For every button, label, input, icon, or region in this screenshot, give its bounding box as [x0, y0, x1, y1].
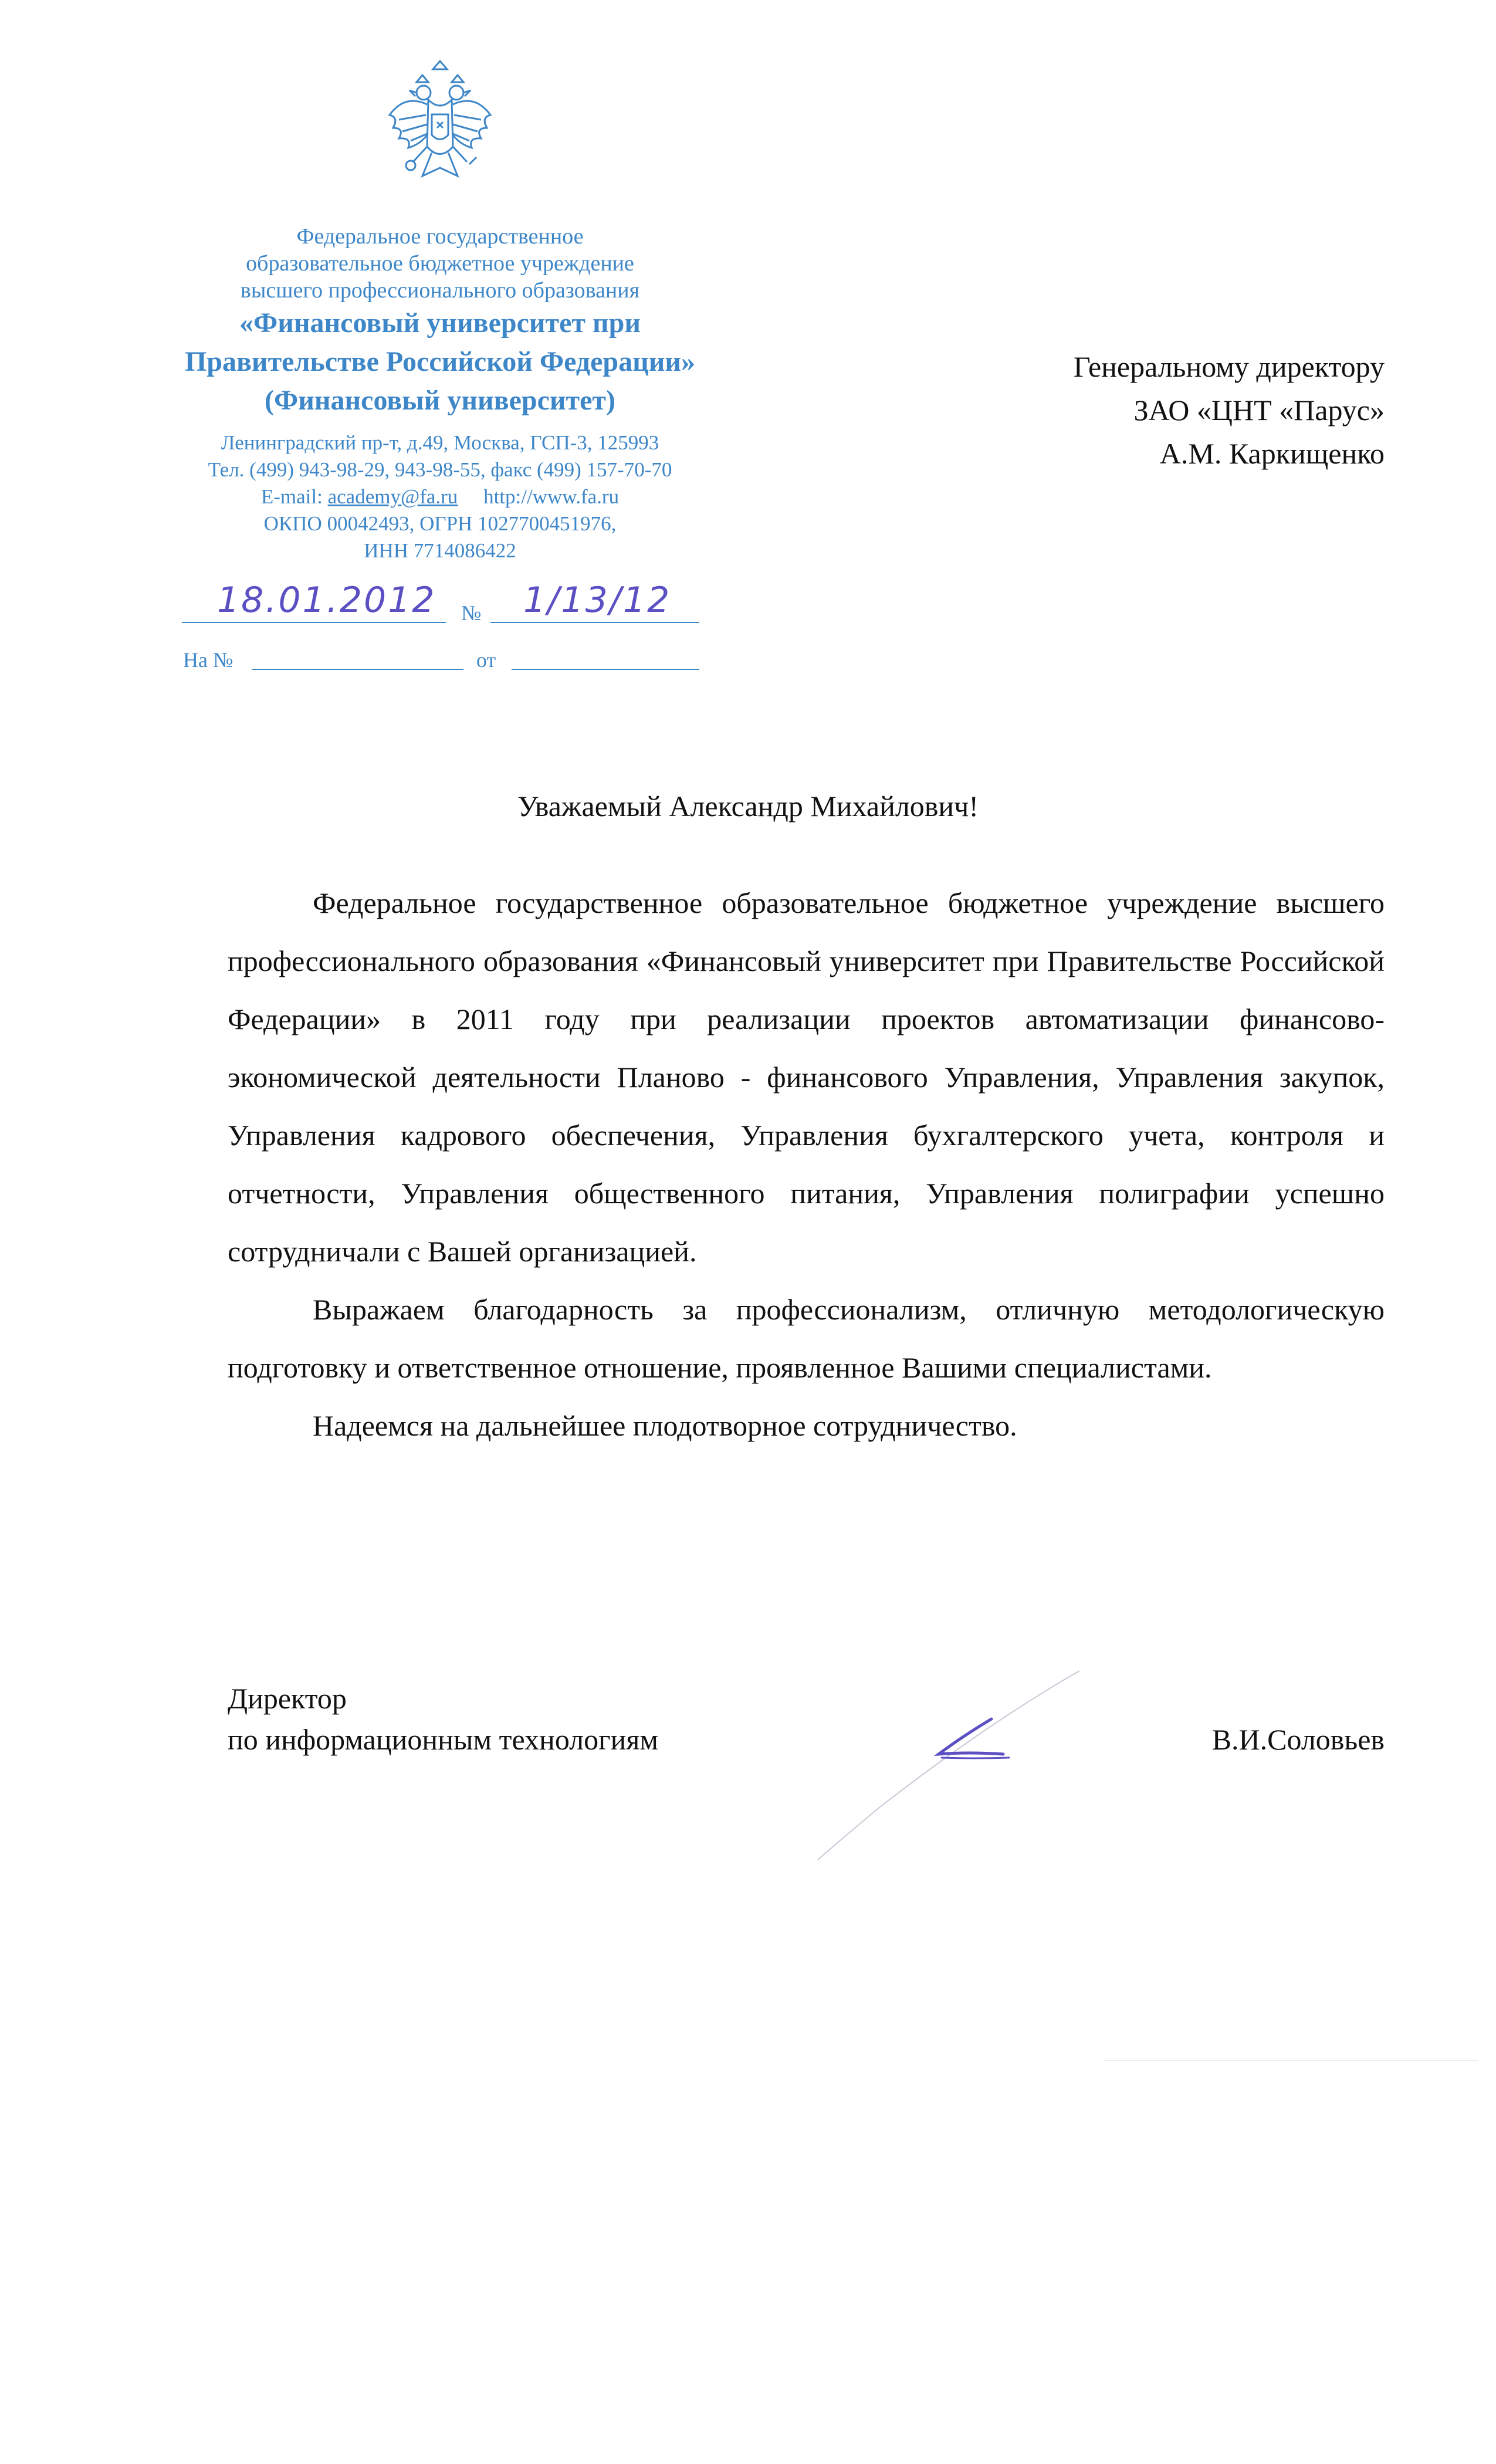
- addressee-company: ЗАО «ЦНТ «Парус»: [1133, 394, 1385, 427]
- org-line: образовательное бюджетное учреждение: [246, 251, 634, 276]
- signatory-title-line: по информационным технологиям: [228, 1723, 659, 1756]
- letterhead: [129, 59, 751, 564]
- handwritten-date: 18.01.2012: [217, 580, 436, 621]
- email-link[interactable]: academy@fa.ru: [327, 485, 458, 508]
- body-paragraph: Надеемся на дальнейшее плодотворное сотрудничество.: [313, 1409, 1017, 1442]
- phone-numbers: Тел. (499) 943-98-29, 943-98-55, факс (499) 157-70-70: [208, 458, 672, 481]
- letter-body: [228, 874, 1385, 1455]
- university-name: Правительстве Российской Федерации»: [184, 346, 696, 377]
- postal-address: Ленинградский пр-т, д.49, Москва, ГСП-3, 125993: [221, 431, 659, 454]
- scan-artifact: [1103, 2047, 1484, 2065]
- handwritten-signature: [810, 1666, 1091, 1866]
- university-name: «Финансовый университет при: [239, 307, 641, 339]
- body-paragraph: Федеральное государственное образовательное бюджетное учреждение высшего профессионального образования «Финансовый университет при Правительстве Российской Федерации» в 2011 году при реализации проектов автоматизации финансово-экономической деятельности Планово - финансового Управления, Управления закупок, Управления кадрового обеспечения, Управления бухгалтерского учета, контроля и отчетности, Управления общественного питания, Управления полиграфии успешно сотрудничали с Вашей организацией.: [228, 886, 1385, 1268]
- signatory-title: [228, 1678, 658, 1760]
- reference-date-label: от: [476, 648, 496, 672]
- reference-number-label: На №: [183, 648, 233, 672]
- registration-codes: ОКПО 00042493, ОГРН 1027700451976,: [263, 512, 617, 535]
- addressee-position: Генеральному директору: [1073, 350, 1385, 383]
- russian-coat-of-arms-icon: [381, 59, 499, 199]
- signatory-title-line: Директор: [228, 1682, 347, 1715]
- org-line: Федеральное государственное: [296, 224, 584, 249]
- handwritten-number: 1/13/12: [523, 580, 672, 621]
- salutation: Уважаемый Александр Михайлович!: [517, 790, 979, 823]
- inn-code: ИНН 7714086422: [364, 539, 516, 562]
- email-label: E-mail:: [260, 485, 323, 508]
- addressee-name: А.М. Каркищенко: [1159, 437, 1385, 470]
- body-paragraph: Выражаем благодарность за профессионализм, отличную методологическую подготовку и ответственное отношение, проявленное Вашими специалистами.: [228, 1293, 1385, 1384]
- outgoing-registration-row: [164, 580, 704, 634]
- signatory-name: В.И.Соловьев: [1211, 1723, 1385, 1756]
- contact-line: [129, 483, 751, 510]
- incoming-reference-row: [164, 634, 704, 681]
- org-line: высшего профессионального образования: [240, 278, 640, 303]
- university-short-name: (Финансовый университет): [265, 385, 615, 416]
- website-link[interactable]: http://www.fa.ru: [483, 485, 620, 508]
- number-sign: №: [461, 601, 482, 625]
- addressee-block: [1074, 345, 1385, 475]
